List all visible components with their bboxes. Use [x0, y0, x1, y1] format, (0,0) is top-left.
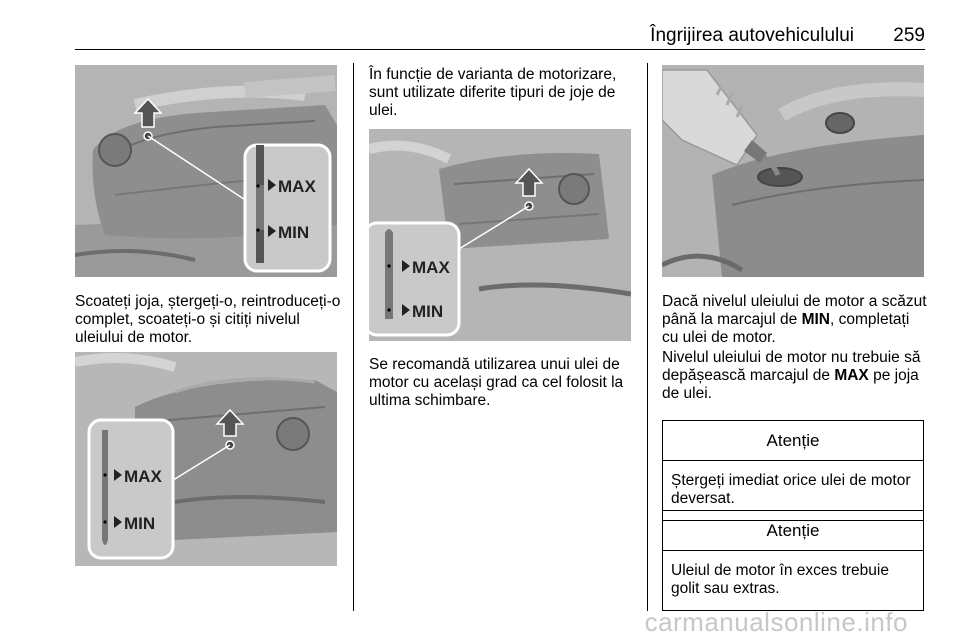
min-mark-label: MIN — [278, 223, 310, 242]
page-number: 259 — [893, 25, 925, 46]
col1-paragraph: Scoateți joja, ștergeți-o, reintroduceți-o complet, scoateți-o și citiți nivelul uleiului de motor. — [75, 293, 341, 346]
watermark: carmanualsonline.info — [644, 607, 908, 637]
max-mark-label: MAX — [278, 177, 316, 196]
engine-dipstick-figure-2 — [75, 352, 337, 566]
notice-box-1 — [662, 420, 924, 521]
col2-paragraph-1: În funcție de varianta de motorizare, sunt utilizate diferite tipuri de joje de ulei. — [369, 66, 617, 119]
engine-dipstick-figure-3 — [369, 129, 631, 341]
notice-title: Atenție — [663, 421, 923, 461]
header-rule — [75, 49, 925, 50]
notice-body: Uleiul de motor în exces trebuie golit sau extras. — [671, 562, 889, 597]
page-header — [650, 25, 925, 47]
engine-dipstick-figure-1 — [75, 65, 337, 277]
max-mark-label: MAX — [124, 467, 162, 486]
notice-body: Ștergeți imediat orice ulei de motor deversat. — [671, 472, 911, 507]
column-divider-1 — [353, 63, 354, 611]
min-mark-label: MIN — [124, 514, 156, 533]
oil-refill-figure — [662, 65, 924, 277]
col2-paragraph-2: Se recomandă utilizarea unui ulei de motor cu același grad ca cel folosit la ultima schimbare. — [369, 356, 624, 409]
notice-box-2 — [662, 510, 924, 611]
col3-paragraph-2: Nivelul uleiului de motor nu trebuie să depășească marcajul de MAX pe joja de ulei. — [662, 349, 921, 402]
col3-paragraph-1: Dacă nivelul uleiului de motor a scăzut până la marcajul de MIN, completați cu ulei de motor. — [662, 293, 927, 346]
max-keyword: MAX — [834, 367, 869, 384]
min-mark-label: MIN — [412, 302, 444, 321]
notice-title: Atenție — [663, 511, 923, 551]
max-mark-label: MAX — [412, 258, 450, 277]
min-keyword: MIN — [801, 311, 831, 328]
section-title: Îngrijirea autovehiculului — [650, 25, 855, 46]
column-divider-2 — [647, 63, 648, 611]
